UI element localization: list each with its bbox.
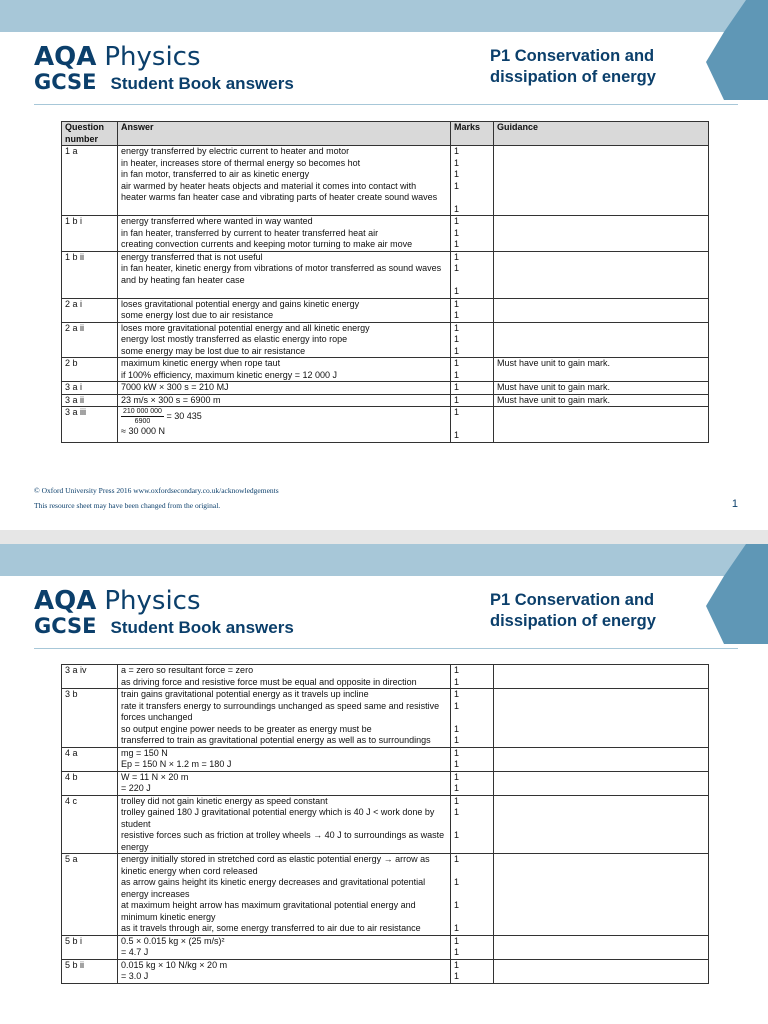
mark-value: 1 (454, 369, 460, 380)
mark-value: 1 (454, 830, 460, 840)
mark-value: 1 (454, 146, 460, 156)
marks-cell (451, 747, 494, 771)
notice: This resource sheet may have been changed from the original. (34, 501, 221, 510)
marks-cell (451, 251, 494, 298)
header-question: Question number (62, 122, 118, 146)
answer-cell (118, 959, 451, 983)
chapter-title: P1 Conservation and dissipation of energy (490, 591, 656, 630)
page-gap (0, 530, 768, 544)
question-number: 4 c (62, 795, 118, 854)
table-row (62, 854, 709, 936)
answer-line: as driving force and resistive force must be equal and opposite in direction (121, 676, 417, 687)
table-row (62, 322, 709, 358)
question-number: 4 a (62, 747, 118, 771)
page-2 (0, 544, 768, 1024)
guidance-cell (494, 795, 709, 854)
guidance-cell (494, 146, 709, 216)
answer-line: resistive forces such as friction at trolley wheels → 40 J to surroundings as waste energy (121, 830, 445, 852)
mark-value: 1 (454, 795, 460, 806)
answer-cell (118, 747, 451, 771)
guidance-cell (494, 322, 709, 358)
guidance-cell (494, 935, 709, 959)
answer-line: train gains gravitational potential energy as it travels up incline (121, 689, 369, 699)
mark-value: 1 (454, 286, 460, 296)
brand-gcse: GCSE (34, 70, 97, 94)
answer-line: heater warms fan heater case and vibrating parts of heater create sound waves (121, 192, 438, 202)
answer-line: in fan heater, kinetic energy from vibrations of motor transferred as sound waves (121, 263, 442, 273)
chapter-title: P1 Conservation and dissipation of energy (490, 47, 656, 86)
table-row (62, 216, 709, 252)
brand-aqa: AQA (34, 42, 97, 72)
guidance-cell (494, 771, 709, 795)
mark-value: 1 (454, 298, 460, 309)
answer-cell (118, 251, 451, 298)
answer-line: as arrow gains height its kinetic energy decreases and gravitational potential energy increases (121, 877, 426, 899)
answer-cell (118, 665, 451, 689)
question-number: 1 b ii (62, 251, 118, 298)
mark-value: 1 (454, 157, 460, 168)
answer-line: 0.5 × 0.015 kg × (25 m/s)² (121, 935, 225, 946)
mark-value (454, 275, 490, 287)
answer-line: energy transferred by electric current to heater and motor (121, 146, 350, 156)
question-number: 2 b (62, 358, 118, 382)
marks-cell (451, 959, 494, 983)
table-row (62, 358, 709, 382)
answer-cell (118, 382, 451, 395)
answer-cell (118, 935, 451, 959)
marks-cell (451, 358, 494, 382)
mark-value: 1 (454, 322, 460, 333)
answer-line: loses gravitational potential energy and gains kinetic energy (121, 298, 360, 309)
guidance-cell: Must have unit to gain mark. (494, 382, 709, 395)
answer-line: W = 11 N × 20 m (121, 771, 189, 782)
mark-value: 1 (454, 900, 460, 910)
marks-cell (451, 771, 494, 795)
guidance-cell (494, 959, 709, 983)
mark-value: 1 (454, 807, 460, 817)
answer-cell (118, 216, 451, 252)
mark-value: 1 (454, 169, 460, 179)
header-tab-decoration (706, 544, 768, 644)
answer-cell (118, 146, 451, 216)
answer-line: = 3.0 J (121, 971, 149, 981)
guidance-cell (494, 747, 709, 771)
mark-value (454, 912, 490, 924)
table-row (62, 747, 709, 771)
answer-cell (118, 322, 451, 358)
mark-value: 1 (454, 216, 460, 226)
question-number: 2 a ii (62, 322, 118, 358)
answer-line: energy initially stored in stretched cord as elastic potential energy → arrow as kinetic energy when cord released (121, 854, 430, 876)
marks-cell (451, 689, 494, 748)
mark-value: 1 (454, 345, 460, 356)
header-guidance: Guidance (494, 122, 709, 146)
answer-line: transferred to train as gravitational potential energy as well as to surroundings (121, 735, 431, 745)
table-header-row (62, 122, 709, 146)
mark-value: 1 (454, 923, 460, 933)
answer-line: so output engine power needs to be greater as energy must be (121, 723, 372, 734)
header-rule (34, 104, 738, 105)
mark-value: 1 (454, 251, 460, 262)
answer-cell (118, 771, 451, 795)
guidance-cell (494, 665, 709, 689)
guidance-cell (494, 407, 709, 443)
marks-cell (451, 394, 494, 407)
answer-line: in fan heater, transferred by current to heater transferred heat air (121, 227, 379, 238)
answer-line: loses more gravitational potential energy and all kinetic energy (121, 322, 370, 333)
brand-aqa: AQA (34, 586, 97, 616)
guidance-cell (494, 854, 709, 936)
mark-value: 1 (454, 700, 460, 711)
mark-value: 1 (454, 771, 460, 782)
guidance-cell (494, 251, 709, 298)
answer-line: 7000 kW × 300 s = 210 MJ (121, 382, 229, 392)
question-number: 3 a ii (62, 394, 118, 407)
brand-gcse: GCSE (34, 614, 97, 638)
answer-line: Ep = 150 N × 1.2 m = 180 J (121, 759, 232, 769)
answer-line: = 4.7 J (121, 947, 149, 957)
answer-line: as it travels through air, some energy transferred to air due to air resistance (121, 923, 421, 933)
mark-value (454, 889, 490, 901)
mark-value: 1 (454, 735, 460, 745)
question-number: 2 a i (62, 298, 118, 322)
mark-value: 1 (454, 665, 460, 675)
table-row (62, 959, 709, 983)
mark-value: 1 (454, 971, 460, 981)
header-tab-decoration (706, 0, 768, 100)
answer-line: creating convection currents and keeping motor turning to make air move (121, 239, 413, 249)
mark-value: 1 (454, 759, 460, 769)
header-band (0, 0, 768, 32)
question-number: 3 a i (62, 382, 118, 395)
copyright: © Oxford University Press 2016 www.oxfordsecondary.co.uk/acknowledgements (34, 486, 279, 495)
marks-cell (451, 298, 494, 322)
question-number: 4 b (62, 771, 118, 795)
guidance-cell (494, 216, 709, 252)
answer-line: energy transferred that is not useful (121, 251, 263, 262)
answer-line: air warmed by heater heats objects and material it comes into contact with (121, 180, 417, 191)
table-row (62, 795, 709, 854)
answer-line: in heater, increases store of thermal energy so becomes hot (121, 157, 361, 168)
header-answer: Answer (118, 122, 451, 146)
answer-cell (118, 689, 451, 748)
mark-value: 1 (454, 747, 460, 758)
answer-cell (118, 854, 451, 936)
marks-cell (451, 322, 494, 358)
brand-physics: Physics (104, 586, 201, 616)
mark-value: 1 (454, 203, 460, 214)
answer-line: a = zero so resultant force = zero (121, 665, 254, 675)
question-number: 3 b (62, 689, 118, 748)
table-row (62, 935, 709, 959)
question-number: 5 b ii (62, 959, 118, 983)
answer-line: some energy may be lost due to air resistance (121, 345, 306, 356)
answer-line: in fan motor, transferred to air as kinetic energy (121, 169, 310, 179)
answer-cell (118, 394, 451, 407)
answer-line: at maximum height arrow has maximum gravitational potential energy and minimum kinetic energy (121, 900, 416, 922)
marks-cell (451, 795, 494, 854)
answer-line: mg = 150 N (121, 747, 168, 758)
mark-value (454, 866, 490, 878)
answers-table-page-1 (61, 121, 709, 443)
table-row (62, 382, 709, 395)
answer-cell (118, 358, 451, 382)
answer-line: 0.015 kg × 10 N/kg × 20 m (121, 959, 228, 970)
mark-value: 1 (454, 310, 460, 320)
mark-value: 1 (454, 723, 460, 734)
question-number: 5 b i (62, 935, 118, 959)
answer-line: trolley did not gain kinetic energy as speed constant (121, 795, 328, 806)
answer-line: maximum kinetic energy when rope taut (121, 358, 281, 368)
answer-cell (118, 298, 451, 322)
guidance-cell: Must have unit to gain mark. (494, 358, 709, 382)
table-row (62, 251, 709, 298)
mark-value: 1 (454, 854, 460, 864)
marks-cell (451, 382, 494, 395)
brand-logo (34, 42, 294, 94)
mark-value: 1 (454, 877, 460, 887)
table-row (62, 665, 709, 689)
marks-cell (451, 216, 494, 252)
mark-value: 1 (454, 676, 460, 687)
mark-value: 1 (454, 689, 460, 699)
question-number: 1 b i (62, 216, 118, 252)
header-band (0, 544, 768, 576)
mark-value: 1 (454, 227, 460, 238)
answer-cell (118, 795, 451, 854)
brand-logo (34, 586, 294, 638)
marks-cell: 1 1 (451, 407, 494, 443)
answers-table-page-2 (61, 664, 709, 984)
marks-cell (451, 146, 494, 216)
answer-line: trolley gained 180 J gravitational potential energy which is 40 J < work done by student (121, 807, 435, 829)
question-number: 1 a (62, 146, 118, 216)
header-rule (34, 648, 738, 649)
mark-value (454, 819, 490, 831)
fraction: $\frac{210 000 000}{6900}$ (123, 408, 162, 425)
mark-value: 1 (454, 935, 460, 946)
mark-value: 1 (454, 239, 460, 249)
marks-cell (451, 665, 494, 689)
guidance-cell (494, 298, 709, 322)
table-row (62, 771, 709, 795)
answer-line: some energy lost due to air resistance (121, 310, 274, 320)
marks-cell (451, 854, 494, 936)
answer-line: and by heating fan heater case (121, 274, 245, 285)
mark-value: 1 (454, 180, 460, 191)
question-number: 5 a (62, 854, 118, 936)
table-row (62, 394, 709, 407)
answer-line: rate it transfers energy to surroundings unchanged as speed same and resistive forces unchanged (121, 700, 440, 722)
guidance-cell: Must have unit to gain mark. (494, 394, 709, 407)
page-number: 1 (731, 498, 738, 510)
mark-value: 1 (454, 394, 460, 405)
brand-subtitle: Student Book answers (110, 74, 294, 93)
answer-line: 23 m/s × 300 s = 6900 m (121, 394, 221, 405)
marks-cell (451, 935, 494, 959)
brand-subtitle: Student Book answers (110, 618, 294, 637)
table-row (62, 146, 709, 216)
answer-line: if 100% efficiency, maximum kinetic energy = 12 000 J (121, 369, 338, 380)
mark-value: 1 (454, 334, 460, 344)
mark-value: 1 (454, 959, 460, 970)
answer-line: energy transferred where wanted in way wanted (121, 216, 313, 226)
answer-line: = 220 J (121, 783, 151, 793)
mark-value: 1 (454, 382, 460, 392)
brand-physics: Physics (104, 42, 201, 72)
mark-value: 1 (454, 783, 460, 793)
mark-value (454, 192, 490, 204)
mark-value: 1 (454, 358, 460, 368)
question-number: 3 a iv (62, 665, 118, 689)
mark-value: 1 (454, 263, 460, 273)
answer-line: energy lost mostly transferred as elastic energy into rope (121, 334, 348, 344)
header-marks: Marks (451, 122, 494, 146)
mark-value (454, 712, 490, 724)
table-row (62, 407, 709, 443)
mark-value: 1 (454, 947, 460, 957)
answer-cell: $\frac{210 000 000}{6900}$ = 30 435 ≈ 30 000 N (118, 407, 451, 443)
question-number: 3 a iii (62, 407, 118, 443)
guidance-cell (494, 689, 709, 748)
table-row (62, 689, 709, 748)
table-row (62, 298, 709, 322)
